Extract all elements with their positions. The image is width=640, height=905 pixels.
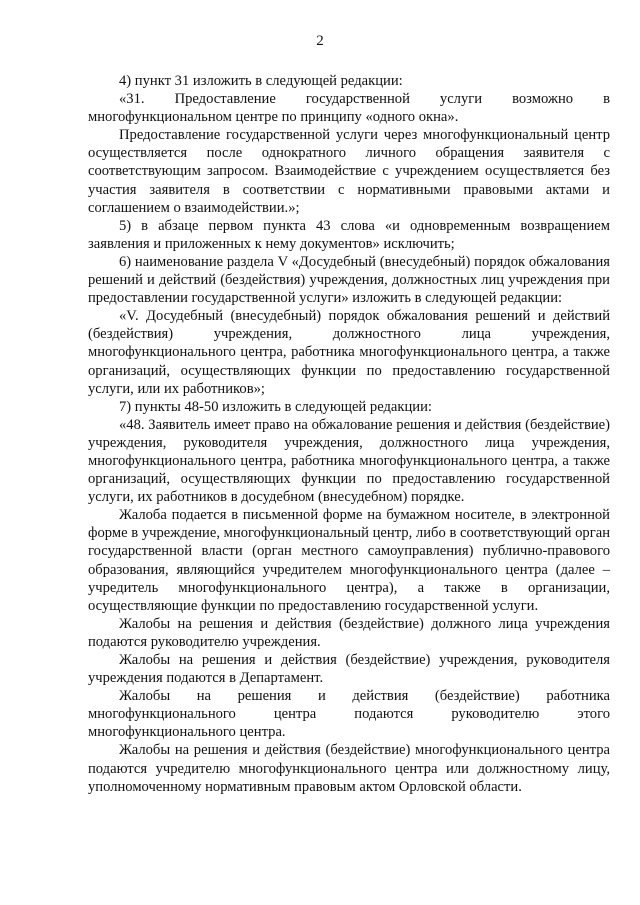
paragraph-section-v-title: «V. Досудебный (внесудебный) порядок обжалования решений и действий (бездействия) учреждения, должностного лица учреждения, многофункционального центра, работника многофункционального центра, а также организаций, осуществляющих функции по предоставлению государственной услуги, или их работников»; [88, 308, 610, 397]
paragraph-item-7: 7) пункты 48-50 изложить в следующей редакции: [119, 398, 432, 415]
paragraph-point-48: «48. Заявитель имеет право на обжалование решения и действия (бездействие) учреждения, руководителя учреждения, должностного лица учреждения, многофункционального центра, работника многофункционального центра, а также организаций, осуществляющих функции по предоставлению государственной услуги, их работников в досудебном (внесудебном) порядке. [88, 416, 610, 506]
paragraph-point-31: «31. Предоставление государственной услуги возможно в многофункциональном центре по принципу «одного окна». [88, 91, 610, 126]
paragraph-complaint-mfc-worker: Жалобы на решения и действия (бездействие) работника многофункционального центра подаются руководителю этого многофункционального центра. [88, 688, 610, 741]
paragraph-complaint-mfc: Жалобы на решения и действия (бездействие) многофункционального центра подаются учредителю многофункционального центра или должностному лицу, уполномоченному нормативным правовым актом Орловской области. [88, 742, 610, 795]
paragraph-item-6: 6) наименование раздела V «Досудебный (внесудебный) порядок обжалования решений и действий (бездействия) учреждения, должностных лиц учреждения при предоставлении государственной услуги» изложить в следующей редакции: [88, 253, 610, 307]
paragraph-complaint-form: Жалоба подается в письменной форме на бумажном носителе, в электронной форме в учреждение, многофункциональный центр, либо в соответствующий орган государственной власти (орган местного самоуправления) публично-правового образования, являющийся учредителем многофункционального центра (далее – учредитель многофункционального центра), а также в организации, осуществляющие функции по предоставлению государственной услуги. [88, 507, 610, 614]
paragraph-item-4: 4) пункт 31 изложить в следующей редакции: [119, 73, 403, 89]
paragraph-complaint-official: Жалобы на решения и действия (бездействие) должного лица учреждения подаются руководителю учреждения. [88, 615, 610, 650]
document-body [88, 72, 610, 796]
paragraph-mfc-service: Предоставление государственной услуги через многофункциональный центр осуществляется после однократного личного обращения заявителя с соответствующим запросом. Взаимодействие с учреждением осуществляется без участия заявителя в соответствии с нормативными правовыми актами и соглашением о взаимодействии.»; [88, 127, 610, 216]
page-number: 2 [316, 33, 324, 49]
paragraph-complaint-department: Жалобы на решения и действия (бездействие) учреждения, руководителя учреждения подаются в Департамент. [88, 652, 610, 687]
paragraph-item-5: 5) в абзаце первом пункта 43 слова «и одновременным возвращением заявления и приложенных к нему документов» исключить; [88, 217, 610, 252]
